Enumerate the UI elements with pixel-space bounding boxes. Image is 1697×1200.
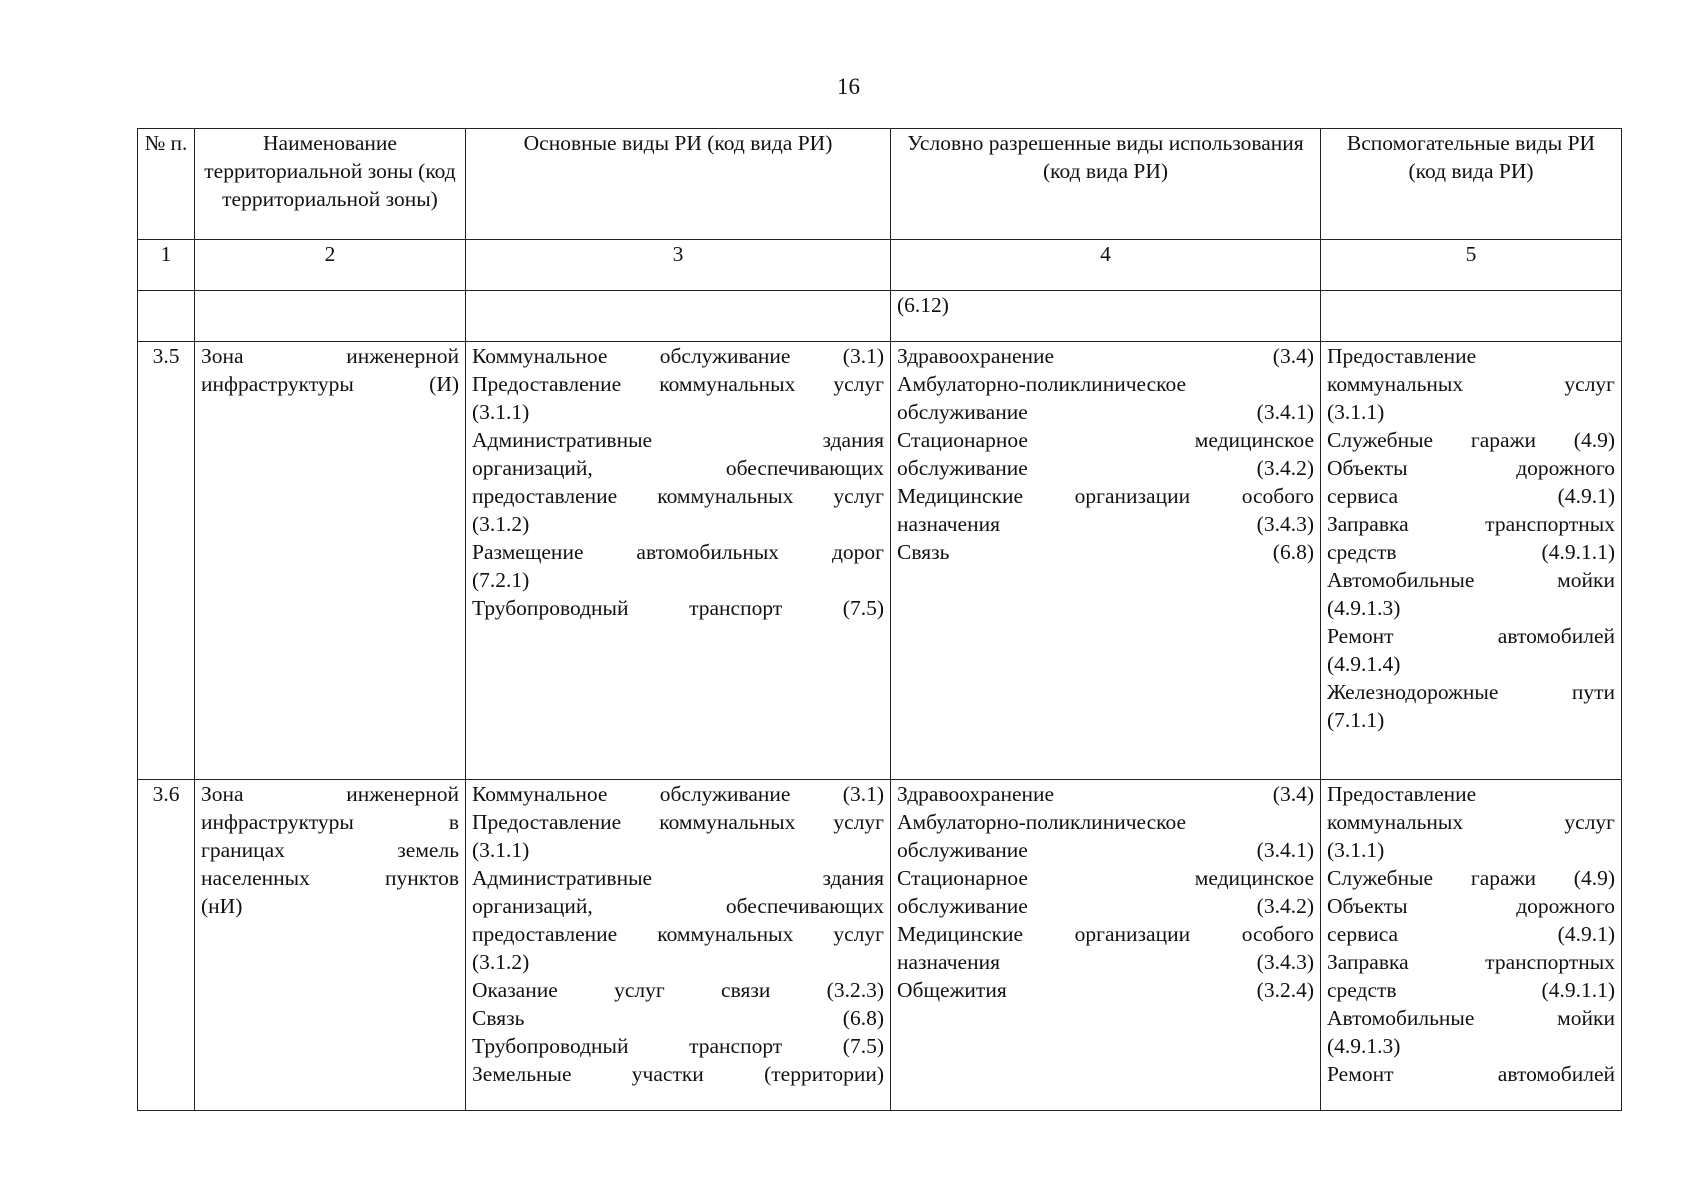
cell-line: Оказание услуг связи (3.2.3)	[472, 978, 884, 1002]
cell-line: Размещение автомобильных дорог	[472, 540, 884, 564]
cell-line: назначения (3.4.3)	[897, 950, 1314, 974]
continuation-row	[138, 291, 1622, 342]
cell-line: Объекты дорожного	[1327, 894, 1615, 918]
cell-line: назначения (3.4.3)	[897, 512, 1314, 536]
cell-line: Коммунальное обслуживание (3.1)	[472, 782, 884, 806]
cell-line: (3.1.1)	[472, 400, 530, 424]
cell-line: обслуживание (3.4.2)	[897, 456, 1314, 480]
cell-line: Объекты дорожного	[1327, 456, 1615, 480]
continuation-cell: (6.12)	[891, 291, 1321, 342]
main-uses-cell	[466, 342, 891, 780]
cell-line: Зона инженерной	[201, 344, 459, 368]
cell-line: Предоставление коммунальных услуг	[472, 372, 884, 396]
cell-line: Медицинские организации особого	[897, 484, 1314, 508]
cell-line: Железнодорожные пути	[1327, 680, 1615, 704]
table-row	[138, 342, 1622, 780]
cell-line: Стационарное медицинское	[897, 428, 1314, 452]
cell-line: Административные здания	[472, 428, 884, 452]
column-number-row	[138, 240, 1622, 291]
main-uses-cell	[466, 780, 891, 1111]
column-number: 1	[138, 240, 195, 291]
cell-line: (7.1.1)	[1327, 708, 1385, 732]
cell-line: Служебные гаражи (4.9)	[1327, 866, 1615, 890]
cell-line: инфраструктуры (И)	[201, 372, 459, 396]
cell-line: (7.2.1)	[472, 568, 530, 592]
cell-line: Ремонт автомобилей	[1327, 1062, 1615, 1086]
cell-line: (нИ)	[201, 894, 243, 918]
cell-line: Стационарное медицинское	[897, 866, 1314, 890]
cell-line: средств (4.9.1.1)	[1327, 540, 1615, 564]
cell-line: Предоставление	[1327, 782, 1477, 806]
cell-line: Служебные гаражи (4.9)	[1327, 428, 1615, 452]
empty-cell	[466, 291, 891, 342]
cell-line: границах земель	[201, 838, 459, 862]
cell-line: коммунальных услуг	[1327, 372, 1615, 396]
conditional-uses-cell	[891, 342, 1321, 780]
header-zone-name: Наименование территориальной зоны (код территориальной зоны)	[195, 129, 466, 240]
zone-name-cell	[195, 342, 466, 780]
cell-line: Автомобильные мойки	[1327, 1006, 1615, 1030]
column-number: 3	[466, 240, 891, 291]
zones-table	[137, 128, 1622, 1111]
cell-line: Здравоохранение (3.4)	[897, 344, 1314, 368]
cell-line: организаций, обеспечивающих	[472, 894, 884, 918]
cell-line: (3.1.1)	[1327, 838, 1385, 862]
column-number: 4	[891, 240, 1321, 291]
empty-cell	[138, 291, 195, 342]
page-number: 16	[837, 74, 860, 99]
cell-line: средств (4.9.1.1)	[1327, 978, 1615, 1002]
cell-line: (3.1.1)	[472, 838, 530, 862]
cell-line: Медицинские организации особого	[897, 922, 1314, 946]
cell-line: (3.1.1)	[1327, 400, 1385, 424]
cell-line: Здравоохранение (3.4)	[897, 782, 1314, 806]
cell-line: Общежития (3.2.4)	[897, 978, 1314, 1002]
cell-line: обслуживание (3.4.1)	[897, 400, 1314, 424]
cell-line: предоставление коммунальных услуг	[472, 922, 884, 946]
cell-line: (3.1.2)	[472, 512, 530, 536]
table-row	[138, 780, 1622, 1111]
cell-line: Земельные участки (территории)	[472, 1062, 884, 1086]
cell-line: сервиса (4.9.1)	[1327, 484, 1615, 508]
cell-line: Связь (6.8)	[897, 540, 1314, 564]
cell-line: Амбулаторно-поликлиническое	[897, 810, 1187, 834]
cell-line: Трубопроводный транспорт (7.5)	[472, 1034, 884, 1058]
cell-line: Предоставление коммунальных услуг	[472, 810, 884, 834]
cell-line: инфраструктуры в	[201, 810, 459, 834]
header-conditional-uses: Условно разрешенные виды использования (код вида РИ)	[891, 129, 1321, 240]
cell-line: Заправка транспортных	[1327, 950, 1615, 974]
header-number: № п.	[138, 129, 195, 240]
cell-line: коммунальных услуг	[1327, 810, 1615, 834]
conditional-uses-cell	[891, 780, 1321, 1111]
auxiliary-uses-cell	[1321, 780, 1622, 1111]
header-auxiliary-uses: Вспомогательные виды РИ (код вида РИ)	[1321, 129, 1622, 240]
cell-line: Коммунальное обслуживание (3.1)	[472, 344, 884, 368]
column-number: 2	[195, 240, 466, 291]
cell-line: Ремонт автомобилей	[1327, 624, 1615, 648]
header-row	[138, 129, 1622, 240]
cell-line: Связь (6.8)	[472, 1006, 884, 1030]
cell-line: Трубопроводный транспорт (7.5)	[472, 596, 884, 620]
cell-line: (3.1.2)	[472, 950, 530, 974]
cell-line: Автомобильные мойки	[1327, 568, 1615, 592]
empty-cell	[195, 291, 466, 342]
empty-cell	[1321, 291, 1622, 342]
cell-line: Зона инженерной	[201, 782, 459, 806]
row-number: 3.6	[138, 780, 195, 1111]
cell-line: Амбулаторно-поликлиническое	[897, 372, 1187, 396]
row-number: 3.5	[138, 342, 195, 780]
cell-line: (4.9.1.3)	[1327, 1034, 1401, 1058]
cell-line: (4.9.1.3)	[1327, 596, 1401, 620]
cell-line: Предоставление	[1327, 344, 1477, 368]
cell-line: населенных пунктов	[201, 866, 459, 890]
cell-line: сервиса (4.9.1)	[1327, 922, 1615, 946]
cell-line: (4.9.1.4)	[1327, 652, 1401, 676]
cell-line: обслуживание (3.4.2)	[897, 894, 1314, 918]
cell-line: Административные здания	[472, 866, 884, 890]
zone-name-cell	[195, 780, 466, 1111]
cell-line: обслуживание (3.4.1)	[897, 838, 1314, 862]
header-main-uses: Основные виды РИ (код вида РИ)	[466, 129, 891, 240]
auxiliary-uses-cell	[1321, 342, 1622, 780]
cell-line: Заправка транспортных	[1327, 512, 1615, 536]
cell-line: организаций, обеспечивающих	[472, 456, 884, 480]
cell-line: предоставление коммунальных услуг	[472, 484, 884, 508]
column-number: 5	[1321, 240, 1622, 291]
